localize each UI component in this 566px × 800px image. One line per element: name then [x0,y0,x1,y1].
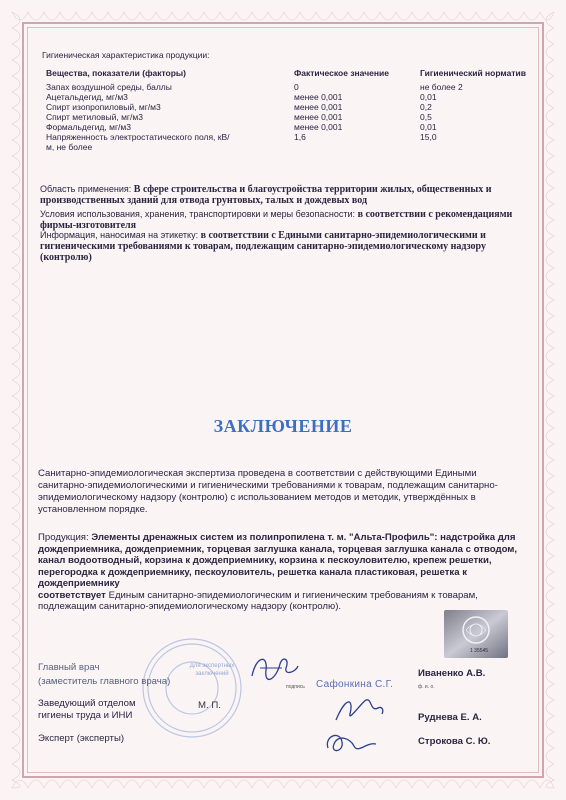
table-row [46,112,538,122]
fio-caption: ф. и. о. [418,684,435,690]
hygiene-header-norm: Гигиенический норматив [420,68,526,78]
expert-name: Строкова С. Ю. [418,736,491,747]
cell-actual: менее 0,001 [294,102,343,112]
cell-norm: 0,01 [420,92,437,102]
cell-actual: 0 [294,82,299,92]
head-dept-label: Заведующий отделом гигиены труда и ИНИ [38,698,136,721]
table-row [46,82,538,92]
round-seal-stamp [140,636,244,740]
cell-norm: 0,5 [420,112,432,122]
table-row [46,92,538,102]
hygiene-title: Гигиеническая характеристика продукции: [42,50,210,60]
cell-norm: 0,01 [420,122,437,132]
conditions-paragraph [40,209,526,231]
head-dept-signature [332,692,386,726]
hygiene-table [46,66,538,152]
cell-substance: Ацетальдегид, мг/м3 [46,92,128,102]
conclusion-text: Санитарно-эпидемиологическая экспертиза проведена в соответствии с действующими Едиными санитарно-эпидемиологическими и гигиеническими требованиями к товарам, подлежащим санитарно-эпидемиологическому надзору (контролю) с использованием методов и методик, утверждённых в установленном порядке. [38,468,498,515]
conditions-label: Условия использования, хранения, транспортировки и меры безопасности: [40,209,356,219]
hygiene-header-substance: Вещества, показатели (факторы) [46,68,187,78]
product-paragraph [38,532,526,613]
product-label: Продукция: [38,532,89,543]
cell-actual: менее 0,001 [294,92,343,102]
conclusion-title: ЗАКЛЮЧЕНИЕ [213,416,353,436]
cell-actual: 1,6 [294,132,306,142]
chief-doctor-label: Главный врач [38,662,100,673]
cell-norm: 0,2 [420,102,432,112]
conforms-label: соответствует [38,589,106,601]
table-row [46,122,538,132]
stamp-name: Сафонкина С.Г. [316,679,394,690]
hygiene-header-actual: Фактическое значение [294,68,389,78]
signature-caption: подпись [286,684,305,690]
mp-label: М. П. [198,700,221,711]
label-info-paragraph [40,230,526,263]
application-value: В сфере строительства и благоустройства территории жилых, общественных и производственных зданий для отвода грунтовых, талых и дождевых вод [40,184,492,206]
chief-signature [246,650,302,686]
application-paragraph [40,184,526,206]
product-value: Элементы дренажных систем из полипропилена т. м. "Альта-Профиль": надстройка для дождеприемника, дождеприемник, торцевая заглушка канала, торцевая заглушка канала с отводом, канал водоотводный, корзина к дождеприемнику, корзина к пескоуловителю, крепеж решетки, перегородка к дождеприемнику, пескоуловитель, решетка канала пластиковая, решетка к дождеприемнику [38,532,518,589]
expert-label: Эксперт (эксперты) [38,733,125,744]
head-dept-name: Руднева Е. А. [418,712,482,723]
expert-signature [320,724,380,758]
cell-substance: Запах воздушной среды, баллы [46,82,172,92]
label-info-value: в соответствии с Едиными санитарно-эпидемиологическими и гигиеническими требованиями к товарам, подлежащим санитарно-эпидемиологическому надзору (контролю) [40,230,486,263]
deputy-chief-label: (заместитель главного врача) [38,676,171,687]
conditions-value: в соответствии с рекомендациями фирмы-изготовителя [40,209,513,231]
conforms-text: Единым санитарно-эпидемиологическим и гигиеническим требованиям к товарам, подлежащим санитарно-эпидемиологическому надзору (контролю). [38,589,478,612]
cell-substance: Спирт изопропиловый, мг/м3 [46,102,161,112]
cell-actual: менее 0,001 [294,122,343,132]
cell-norm: не более 2 [420,82,463,92]
table-row [46,132,538,152]
table-row [46,102,538,112]
cell-substance: Напряженность электростатического поля, кВ/м, не более [46,132,230,152]
seal-text: Для экспертных заключений [189,663,235,677]
application-label: Область применения: [40,184,132,194]
chief-name: Иваненко А.В. [418,668,486,679]
cell-actual: менее 0,001 [294,112,343,122]
cell-substance: Спирт метиловый, мг/м3 [46,112,143,122]
cell-norm: 15,0 [420,132,437,142]
cell-substance: Формальдегид, мг/м3 [46,122,131,132]
hologram-number: 1 35545 [470,648,489,654]
label-info-label: Информация, наносимая на этикетку: [40,230,199,240]
